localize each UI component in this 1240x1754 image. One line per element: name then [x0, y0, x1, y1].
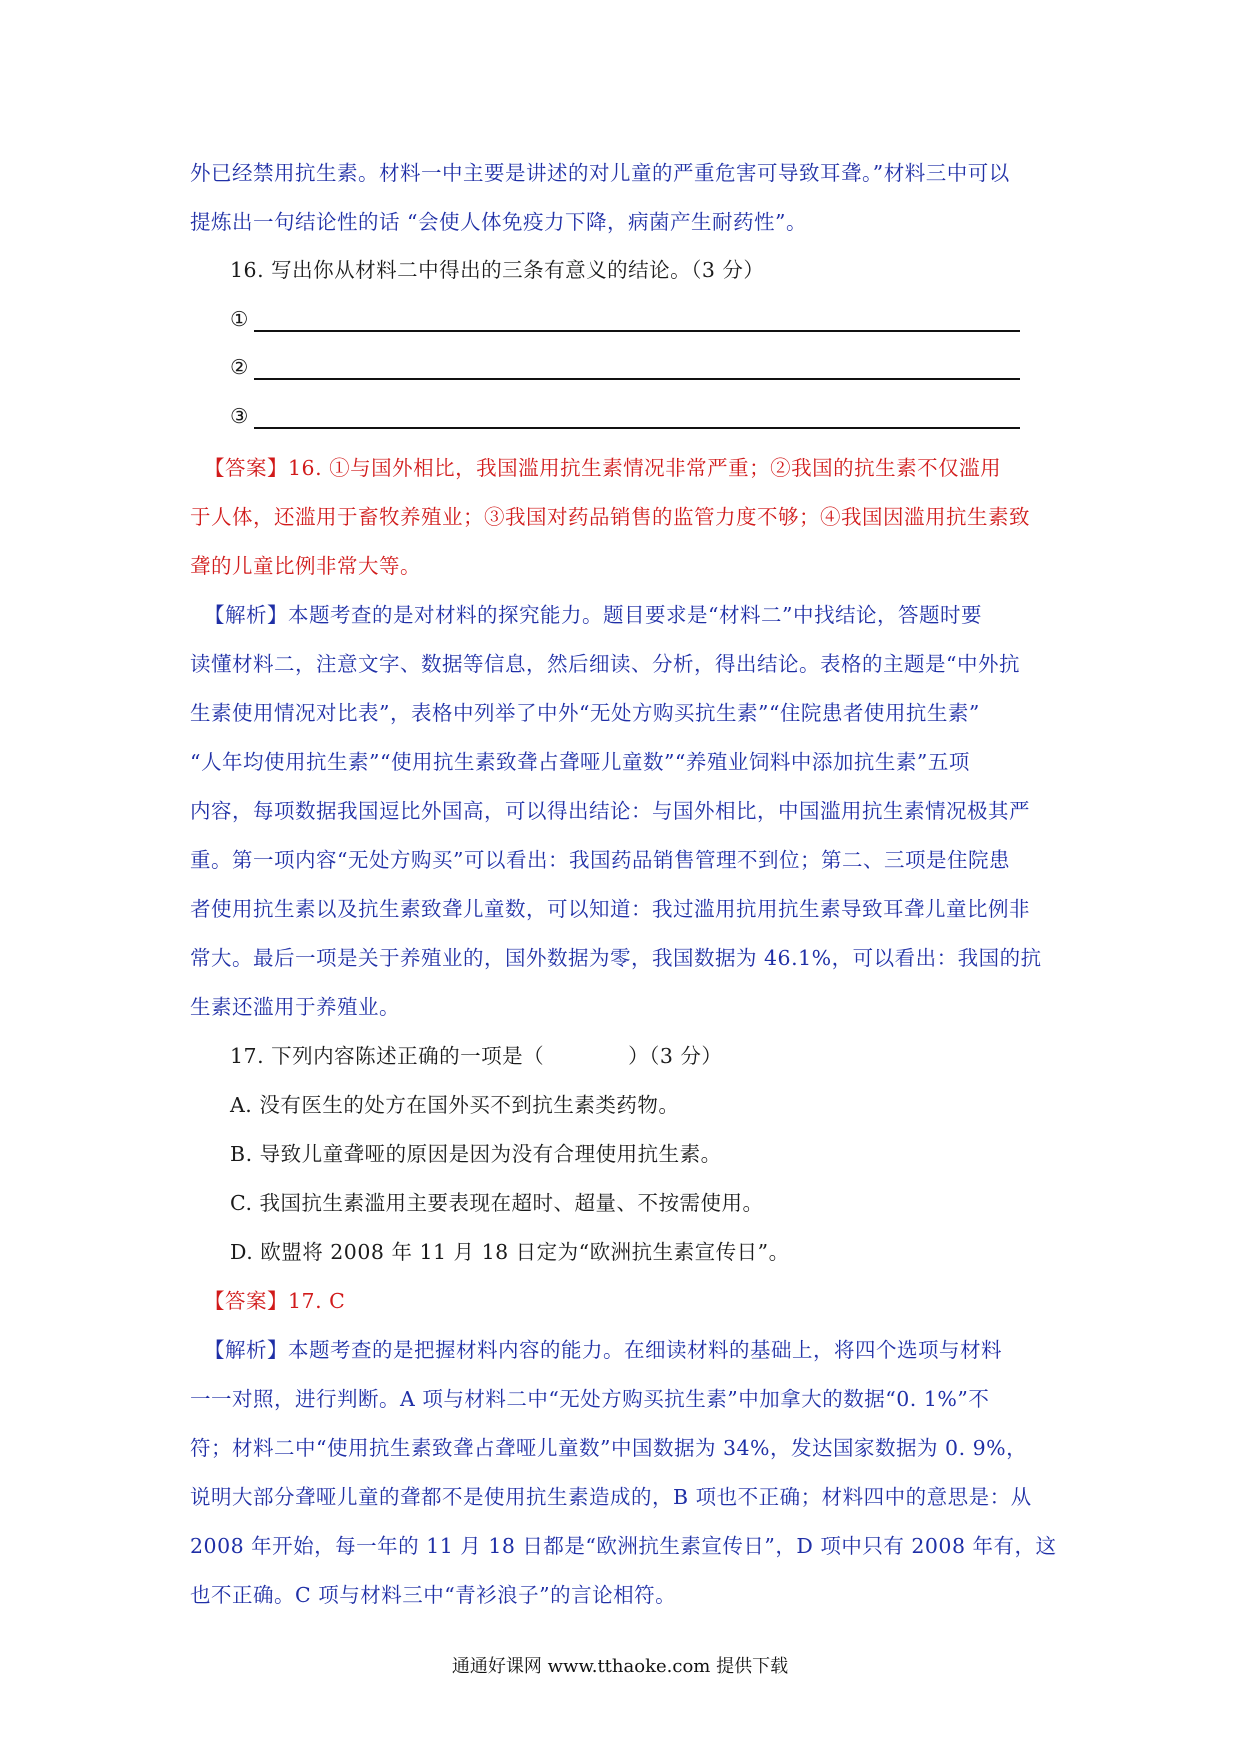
blank-marker: ② — [230, 355, 249, 379]
option-d: D. 欧盟将 2008 年 11 月 18 日定为“欧洲抗生素宣传日”。 — [230, 1240, 790, 1264]
option-a: A. 没有医生的处方在国外买不到抗生素类药物。 — [230, 1093, 680, 1117]
analysis-16-line-7: 者使用抗生素以及抗生素致聋儿童数，可以知道：我过滥用抗用抗生素导致耳聋儿童比例非 — [190, 897, 1030, 921]
answer-16-line-1: 【答案】16. ①与国外相比，我国滥用抗生素情况非常严重；②我国的抗生素不仅滥用 — [204, 456, 1002, 480]
blank-underline — [254, 330, 1020, 332]
option-c: C. 我国抗生素滥用主要表现在超时、超量、不按需使用。 — [230, 1191, 764, 1215]
question-17: 17. 下列内容陈述正确的一项是（ ）（3 分） — [230, 1044, 723, 1068]
analysis-17-line-1: 【解析】本题考查的是把握材料内容的能力。在细读材料的基础上，将四个选项与材料 — [204, 1338, 1002, 1362]
answer-blank-1 — [230, 304, 254, 336]
analysis-16-line-9: 生素还滥用于养殖业。 — [190, 995, 400, 1019]
answer-17: 【答案】17. C — [204, 1289, 346, 1313]
answer-blank-3 — [230, 401, 254, 433]
page-footer: 通通好课网 www.tthaoke.com 提供下载 — [451, 1656, 789, 1677]
blank-marker: ③ — [230, 404, 249, 428]
analysis-16-line-6: 重。第一项内容“无处方购买”可以看出：我国药品销售管理不到位；第二、三项是住院患 — [190, 848, 1010, 872]
blank-underline — [254, 427, 1020, 429]
analysis-17-line-6: 也不正确。C 项与材料三中“青衫浪子”的言论相符。 — [190, 1583, 677, 1607]
analysis-17-line-5: 2008 年开始，每一年的 11 月 18 日都是“欧洲抗生素宣传日”，D 项中只有 2008 年有，这 — [190, 1534, 1057, 1558]
analysis-16-line-8: 常大。最后一项是关于养殖业的，国外数据为零，我国数据为 46.1%，可以看出：我国的抗 — [190, 946, 1042, 970]
question-16: 16. 写出你从材料二中得出的三条有意义的结论。（3 分） — [230, 258, 765, 282]
analysis-16-line-4: “人年均使用抗生素”“使用抗生素致聋占聋哑儿童数”“养殖业饲料中添加抗生素”五项 — [190, 750, 970, 774]
analysis-16-line-5: 内容，每项数据我国逗比外国高，可以得出结论：与国外相比，中国滥用抗生素情况极其严 — [190, 799, 1030, 823]
analysis-15-line-2: 提炼出一句结论性的话 “会使人体免疫力下降，病菌产生耐药性”。 — [190, 210, 807, 234]
answer-blank-2 — [230, 352, 254, 384]
option-b: B. 导致儿童聋哑的原因是因为没有合理使用抗生素。 — [230, 1142, 722, 1166]
analysis-15-line-1: 外已经禁用抗生素。材料一中主要是讲述的对儿童的严重危害可导致耳聋。”材料三中可以 — [190, 161, 1010, 185]
analysis-16-line-2: 读懂材料二，注意文字、数据等信息，然后细读、分析，得出结论。表格的主题是“中外抗 — [190, 652, 1020, 676]
analysis-17-line-3: 符；材料二中“使用抗生素致聋占聋哑儿童数”中国数据为 34%，发达国家数据为 0. 9%， — [190, 1436, 1028, 1460]
answer-16-line-2: 于人体，还滥用于畜牧养殖业；③我国对药品销售的监管力度不够；④我国因滥用抗生素致 — [190, 505, 1030, 529]
answer-16-line-3: 聋的儿童比例非常大等。 — [190, 554, 421, 578]
analysis-17-line-2: 一一对照，进行判断。A 项与材料二中“无处方购买抗生素”中加拿大的数据“0. 1%”不 — [190, 1387, 990, 1411]
analysis-16-line-1: 【解析】本题考查的是对材料的探究能力。题目要求是“材料二”中找结论，答题时要 — [204, 603, 982, 627]
blank-marker: ① — [230, 307, 249, 331]
analysis-17-line-4: 说明大部分聋哑儿童的聋都不是使用抗生素造成的，B 项也不正确；材料四中的意思是：从 — [190, 1485, 1032, 1509]
blank-underline — [254, 378, 1020, 380]
analysis-16-line-3: 生素使用情况对比表”，表格中列举了中外“无处方购买抗生素”“住院患者使用抗生素” — [190, 701, 980, 725]
